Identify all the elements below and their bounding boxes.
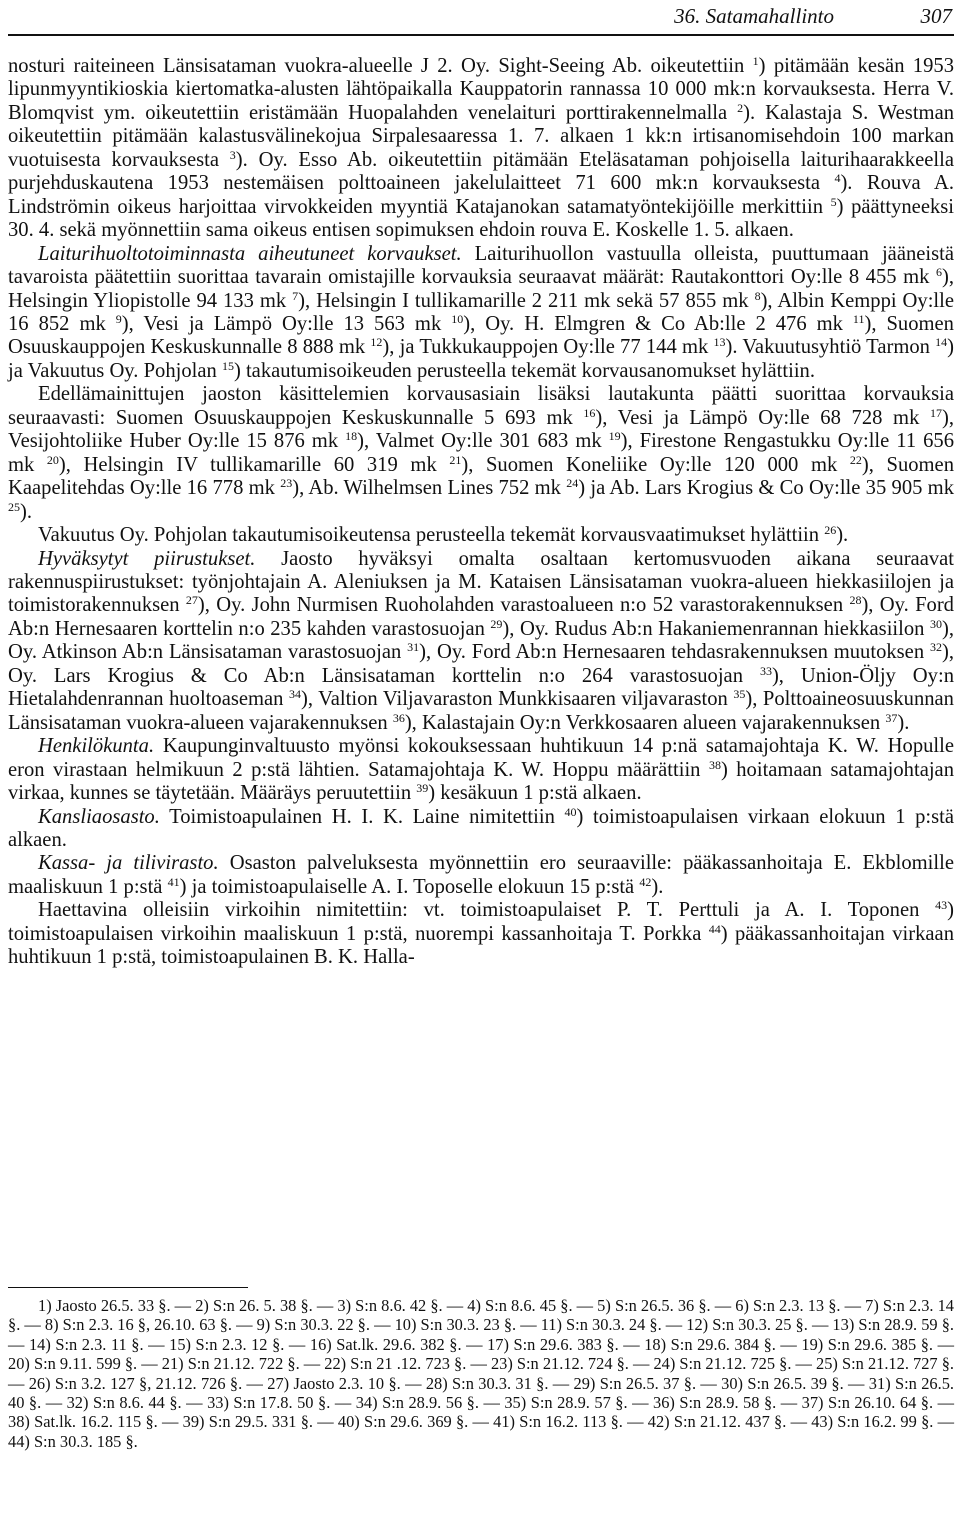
text-run: Edellämainittujen jaoston käsittelemien korvausasiain lisäksi lautakunta päätti suorittaa korvauksia seuraavasti: Suomen Osuuskauppojen Keskuskunnalle 5 693 mk: [8, 383, 954, 429]
text-run: ) kesäkuun 1 p:stä alkaen.: [428, 782, 642, 805]
text-run: ), Union-Öljy Oy:n Hietalahdenrannan huoltoaseman: [8, 664, 954, 711]
footnote-ref: 9: [115, 311, 122, 326]
footnote-ref: 5: [830, 194, 837, 209]
body-text: [8, 55, 954, 970]
text-run: ) päättyneeksi 30. 4. sekä myönnettiin sama oikeus entisen sopimuksen ehdoin rouva E. Koskelle 1. 5. alkaen.: [8, 195, 954, 242]
header-rule: [8, 34, 954, 36]
footnote-ref: 3: [229, 147, 236, 162]
text-run: ), Helsingin Yliopistolle 94 133 mk: [8, 266, 954, 312]
footnote-ref: 37: [885, 710, 898, 725]
footnote-ref: 28: [849, 593, 862, 608]
text-run: ), Oy. Rudus Ab:n Hakaniemenrannan hiekkasiilon: [502, 617, 930, 640]
text-run: ), Helsingin I tullikamarille 2 211 mk sekä 57 855 mk: [298, 289, 755, 312]
page-number: 307: [920, 4, 952, 28]
footnote-ref: 23: [280, 476, 293, 491]
text-run: ), Suomen Koneliike Oy:lle 120 000 mk: [461, 453, 850, 476]
footnote-ref: 10: [451, 311, 464, 326]
paragraph: [8, 852, 954, 899]
footnote-ref: 11: [852, 311, 865, 326]
text-run: ) pitämään kesän 1953 lipunmyyntikioskia kiertomatka-alusten lähtöpaikalla Kauppatorin rannassa 10 000 mk:n korvauksesta. Herra V. Blomqvist ym. oikeutettiin eristämään Huopalahden venelaituri porttirakennelmalla: [8, 55, 954, 124]
footnote-ref: 38: [708, 757, 721, 772]
footnote-ref: 4: [834, 171, 841, 186]
section-heading: Kansliaosasto.: [38, 805, 160, 828]
footnote-ref: 32: [929, 640, 942, 655]
text-run: ). Oy. Esso Ab. oikeutettiin pitämään Eteläsataman pohjoisella laiturihaarakkeella purjehduskautena 1953 nestemäisen polttoaineen jakelulaitteet 71 600 mk:n korvauksesta: [8, 148, 954, 195]
text-run: Osaston palveluksesta myönnettiin ero seuraaville: pääkassanhoitaja E. Ekblomille maaliskuun 1 p:stä: [8, 852, 954, 898]
text-run: ), ja Tukkukauppojen Oy:lle 77 144 mk: [382, 336, 714, 359]
footnote-ref: 33: [759, 663, 772, 678]
running-header: [8, 4, 954, 30]
text-run: ), Ab. Wilhelmsen Lines 752 mk: [292, 477, 567, 500]
text-run: ), Oy. Lars Krogius & Co Ab:n Länsisataman korttelin n:o 264 varastosuojan: [8, 641, 954, 687]
paragraph: [8, 548, 954, 736]
text-run: ).: [20, 500, 33, 523]
text-run: ). Kalastaja S. Westman oikeutettiin pitämään kalastusvälinekojua Sirpalesaaressa 1. 7. alkaen 1 kk:n irtisanomisehdoin 100 markan vuotuisesta korvauksesta: [8, 101, 955, 171]
text-run: Laiturihuollon vastuulla olleista, puuttumaan jääneistä tavaroista päätettiin suorittaa tavarain omistajille korvauksia seuraavat määrät: Rautakonttori Oy:lle 8 455 mk: [8, 242, 954, 289]
text-run: Jaosto hyväksyi omalta osaltaan kertomusvuoden aikana seuraavat rakennuspiirustukset: työnjohtajain A. Aleniuksen ja M. Kataisen Länsisataman vuokra-alueen hiekkasiilojen ja toimistorakennuksen: [8, 547, 954, 617]
footnotes: [8, 1296, 954, 1451]
text-run: ), Suomen Kaapelitehdas Oy:lle 16 778 mk: [8, 453, 954, 500]
footnote-ref: 25: [8, 499, 20, 514]
footnote-ref: 22: [849, 452, 862, 467]
section-heading: Henkilökunta.: [38, 735, 155, 758]
paragraph: [8, 55, 954, 243]
section-heading: Hyväksytyt piirustukset.: [38, 547, 256, 570]
text-run: ) hoitamaan satamajohtajan virkaa, kunnes se täytetään. Määräys peruutettiin: [8, 758, 954, 805]
footnote-ref: 13: [713, 335, 726, 350]
text-run: ), Oy. Ford Ab:n Hernesaaren korttelin n:o 235 kahden varastosuojan: [8, 594, 954, 640]
text-run: ), Firestone Rengastukku Oy:lle 11 656 mk: [8, 430, 954, 476]
text-run: Toimistoapulainen H. I. K. Laine nimitettiin: [159, 805, 565, 828]
footnote-ref: 41: [167, 874, 180, 889]
text-run: ) toimistoapulaisen virkaan elokuun 1 p:stä alkaen.: [8, 805, 955, 851]
text-run: ) pääkassanhoitajan virkaan huhtikuun 1 p:stä, toimistoapulainen B. K. Halla-: [8, 922, 954, 969]
footnote-ref: 8: [754, 288, 761, 303]
text-run: ), Vesi ja Lämpö Oy:lle 68 728 mk: [595, 406, 930, 429]
footnote-ref: 35: [733, 687, 746, 702]
footnote-ref: 34: [289, 687, 301, 702]
text-run: ). Rouva A. Lindströmin oikeus harjoittaa virvokkeiden myyntiä Katajanokan satamatyöntekijöille merkittiin: [8, 172, 954, 218]
footnote-ref: 20: [46, 452, 59, 467]
text-run: Kaupunginvaltuusto myönsi kokouksessaan huhtikuun 14 p:nä satamajohtaja K. W. Hopulle eron virastaan helmikuun 2 p:stä lähtien. Satamajohtaja K. W. Hoppu määrättiin: [8, 735, 954, 781]
text-run: ) toimistoapulaisen virkoihin maaliskuun 1 p:stä, nuorempi kassanhoitaja T. Porkka: [8, 899, 954, 945]
footnote-ref: 44: [708, 921, 721, 936]
text-run: Vakuutus Oy. Pohjolan takautumisoikeutensa perusteella tekemät korvausvaatimukset hylättiin: [38, 524, 825, 547]
footnote-rule: [8, 1287, 248, 1288]
text-run: ), Oy. John Nurmisen Ruoholahden varastoalueen n:o 52 varastorakennuksen: [197, 594, 850, 617]
paragraph: [8, 735, 954, 805]
text-run: ). Vakuutusyhtiö Tarmon: [725, 336, 936, 359]
footnote-ref: 7: [292, 288, 299, 303]
paragraph: [8, 383, 954, 524]
footnote-ref: 42: [639, 874, 652, 889]
footnote-ref: 36: [392, 710, 405, 725]
text-run: ) takautumisoikeuden perusteella tekemät korvausanomukset hylättiin.: [233, 359, 815, 382]
footnote-ref: 16: [583, 405, 596, 420]
text-run: Haettavina olleisiin virkoihin nimitettiin: vt. toimistoapulaiset P. T. Perttuli ja A. I. Toponen: [38, 899, 936, 922]
paragraph: [8, 524, 954, 547]
text-run: ), Vesijohtoliike Huber Oy:lle 15 876 mk: [8, 406, 955, 453]
footnote-ref: 27: [185, 593, 198, 608]
text-run: nosturi raiteineen Länsisataman vuokra-alueelle J 2. Oy. Sight-Seeing Ab. oikeutettiin: [8, 55, 753, 77]
paragraph: [8, 243, 954, 384]
paragraph: [8, 899, 954, 969]
footnote-ref: 15: [221, 358, 234, 373]
footnote-ref: 12: [370, 335, 383, 350]
footnote-text: 1) Jaosto 26.5. 33 §. — 2) S:n 26. 5. 38 §. — 3) S:n 8.6. 42 §. — 4) S:n 8.6. 45 §. — 5) S:n 26.5. 36 §. — 6) S:n 2.3. 13 §. — 7) S:n 2.3. 14 §. — 8) S:n 2.3. 16 §, 26.10. 63 §. — 9) S:n 30.3. 22 §. — 10) S:n 30.3. 23 §. — 11) S:n 30.3. 24 §. — 12) S:n 30.3. 25 §. — 13) S:n 28.9. 59 §. — 14) S:n 2.3. 11 §. — 15) S:n 2.3. 12 §. — 16) Sat.lk. 29.6. 382 §. — 17) S:n 29.6. 383 §. — 18) S:n 29.6. 384 §. — 19) S:n 29.6. 385 §. — 20) S:n 9.11. 599 §. — 21) S:n 21.12. 722 §. — 22) S:n 21 .12. 723 §. — 23) S:n 21.12. 724 §. — 24) S:n 21.12. 725 §. — 25) S:n 21.12. 727 §. — 26) S:n 3.2. 127 §, 21.12. 726 §. — 27) Jaosto 2.3. 10 §. — 28) S:n 30.3. 31 §. — 29) S:n 26.5. 37 §. — 30) S:n 26.5. 39 §. — 31) S:n 26.5. 40 §. — 32) S:n 8.6. 44 §. — 33) S:n 17.8. 50 §. — 34) S:n 28.9. 56 §. — 35) S:n 28.9. 57 §. — 36) S:n 28.9. 58 §. — 37) S:n 26.10. 64 §. — 38) Sat.lk. 16.2. 115 §. — 39) S:n 29.5. 331 §. — 40) S:n 29.6. 369 §. — 41) S:n 16.2. 113 §. — 42) S:n 21.12. 437 §. — 43) S:n 16.2. 99 §. — 44) S:n 30.3. 185 §.: [8, 1296, 954, 1451]
footnote-ref: 31: [407, 640, 420, 655]
text-run: ).: [651, 875, 664, 898]
footnote-ref: 2: [737, 100, 744, 115]
text-run: ), Kalastajain Oy:n Verkkosaaren alueen vajarakennuksen: [404, 711, 886, 734]
footnote-ref: 18: [345, 429, 358, 444]
footnote-ref: 19: [608, 429, 621, 444]
footnote-ref: 6: [935, 265, 942, 280]
text-run: ), Oy. Atkinson Ab:n Länsisataman varastosuojan: [8, 617, 954, 664]
footnote-ref: 17: [930, 405, 942, 420]
text-run: ).: [897, 711, 910, 734]
footnote-ref: 14: [935, 335, 948, 350]
footnote-ref: 26: [824, 523, 837, 538]
text-run: ), Valtion Viljavaraston Munkkisaaren viljavaraston: [301, 688, 734, 711]
footnote-ref: 24: [566, 476, 579, 491]
text-run: ), Vesi ja Lämpö Oy:lle 13 563 mk: [121, 312, 452, 335]
footnote-ref: 43: [935, 898, 948, 913]
text-run: ), Oy. H. Elmgren & Co Ab:lle 2 476 mk: [463, 312, 853, 335]
text-run: ), Suomen Osuuskauppojen Keskuskunnalle 8 888 mk: [8, 312, 954, 359]
chapter-title: 36. Satamahallinto: [674, 4, 834, 28]
paragraph: [8, 806, 954, 853]
text-run: ).: [836, 524, 849, 547]
footnote-ref: 40: [564, 804, 577, 819]
section-heading: Laiturihuoltotoiminnasta aiheutuneet korvaukset.: [38, 242, 462, 265]
text-run: ) ja Vakuutus Oy. Pohjolan: [8, 336, 954, 382]
footnote-ref: 30: [929, 616, 942, 631]
footnote-ref: 29: [490, 616, 503, 631]
footnote-ref: 39: [416, 781, 429, 796]
text-run: ) ja toimistoapulaiselle A. I. Toposelle elokuun 15 p:stä: [179, 875, 640, 898]
footnote-ref: 21: [449, 452, 462, 467]
text-run: ), Helsingin IV tullikamarille 60 319 mk: [58, 453, 450, 476]
section-heading: Kassa- ja tilivirasto.: [38, 852, 219, 875]
text-run: ) ja Ab. Lars Krogius & Co Oy:lle 35 905 mk: [578, 477, 954, 500]
text-run: ), Valmet Oy:lle 301 683 mk: [357, 430, 609, 453]
text-run: ), Albin Kemppi Oy:lle 16 852 mk: [8, 289, 955, 335]
text-run: ), Oy. Ford Ab:n Hernesaaren tehdasrakennuksen muutoksen: [419, 641, 930, 664]
text-run: ), Polttoaineosuuskunnan Länsisataman vuokra-alueen vajarakennuksen: [8, 688, 954, 734]
footnote-ref: 1: [752, 54, 759, 68]
